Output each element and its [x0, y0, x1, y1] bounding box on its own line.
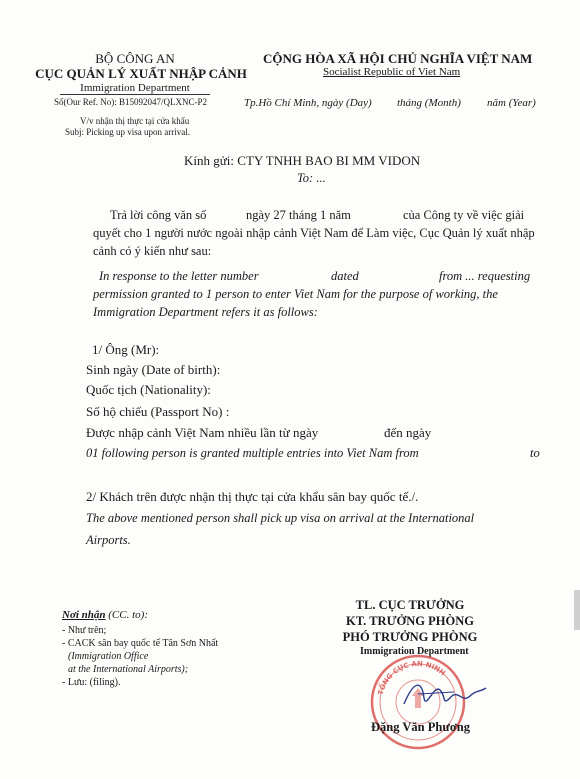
intro-vi-part3: của Công ty về việc giải [403, 208, 525, 222]
field-entry-en: 01 following person is granted multiple entries into Viet Nam from [86, 446, 419, 460]
cc-item-1: - Như trên; [62, 625, 107, 636]
intro-en-line2: permission granted to 1 person to enter Viet Nam for the purpose of working, the [93, 287, 498, 301]
signature-line1: TL. CỤC TRƯỞNG [355, 598, 465, 612]
intro-en-part1: In response to the letter number [99, 269, 259, 283]
section2-en-line2: Airports. [86, 533, 131, 547]
intro-en-part2: dated [331, 269, 359, 283]
recipient-line: Kính gửi: CTY TNHH BAO BI MM VIDON [184, 153, 421, 168]
date-year: năm (Year) [487, 97, 536, 109]
subject-en: Subj: Picking up visa upon arrival. [65, 127, 190, 137]
signature-line2: KT. TRƯỞNG PHÒNG [346, 614, 474, 628]
signature-line3: PHÓ TRƯỞNG PHÒNG [342, 630, 478, 644]
place-date: Tp.Hồ Chí Minh, ngày (Day) [244, 97, 372, 109]
signer-name: Đặng Văn Phương [371, 720, 470, 734]
stamp-text: TỔNG CỤC AN NINH [376, 659, 447, 696]
field-nationality: Quốc tịch (Nationality): [86, 382, 211, 397]
recipient-to: To: ... [297, 171, 326, 185]
field-entry-vi: Được nhập cảnh Việt Nam nhiều lần từ ngày [86, 425, 319, 440]
department-name: CỤC QUẢN LÝ XUẤT NHẬP CẢNH [35, 66, 247, 81]
field-dob: Sinh ngày (Date of birth): [86, 362, 221, 377]
cc-heading [62, 609, 148, 621]
cc-title: Nơi nhận [62, 609, 106, 621]
handwritten-signature [400, 674, 490, 714]
intro-vi-part2: ngày 27 tháng 1 năm [246, 208, 351, 222]
reference-number: Số(Our Ref. No): B15092047/QLXNC-P2 [54, 97, 207, 107]
field-name: 1/ Ông (Mr): [92, 342, 160, 357]
cc-title-en: (CC. to): [108, 609, 148, 621]
field-entry-en-to: to [530, 446, 540, 460]
country-name-en: Socialist Republic of Viet Nam [323, 66, 461, 78]
signature-line4: Immigration Department [360, 646, 469, 657]
cc-item-2-en2: at the International Airports); [68, 664, 189, 675]
intro-vi-line2: quyết cho 1 người nước ngoài nhập cảnh Việt Nam để Làm việc, Cục Quản lý xuất nhập [93, 226, 535, 240]
cc-item-3: - Lưu: (filing). [62, 677, 121, 688]
date-month: tháng (Month) [397, 97, 461, 109]
intro-vi-line3: cảnh có ý kiến như sau: [93, 244, 212, 258]
section2-en-line1: The above mentioned person shall pick up visa on arrival at the International [86, 511, 475, 525]
country-name: CỘNG HÒA XÃ HỘI CHỦ NGHĨA VIỆT NAM [263, 51, 533, 66]
department-name-en: Immigration Department [60, 82, 210, 95]
intro-vi-part1: Trả lời công văn số [110, 208, 207, 222]
cc-item-2: - CACK sân bay quốc tế Tân Sơn Nhất [62, 638, 219, 649]
field-passport: Số hộ chiếu (Passport No) : [86, 404, 230, 419]
section2-vi: 2/ Khách trên được nhận thị thực tại cửa khẩu sân bay quốc tế./. [86, 489, 419, 504]
intro-en-part3: from ... requesting [439, 269, 531, 283]
page-edge-shadow [574, 590, 580, 630]
subject-vi: V/v nhận thị thực tại cửa khẩu [80, 116, 190, 126]
intro-en-line3: Immigration Department refers it as follows: [93, 305, 318, 319]
cc-item-2-en1: (Immigration Office [68, 651, 149, 662]
ministry-name: BỘ CÔNG AN [95, 51, 175, 66]
field-entry-vi-to: đến ngày [384, 425, 432, 440]
